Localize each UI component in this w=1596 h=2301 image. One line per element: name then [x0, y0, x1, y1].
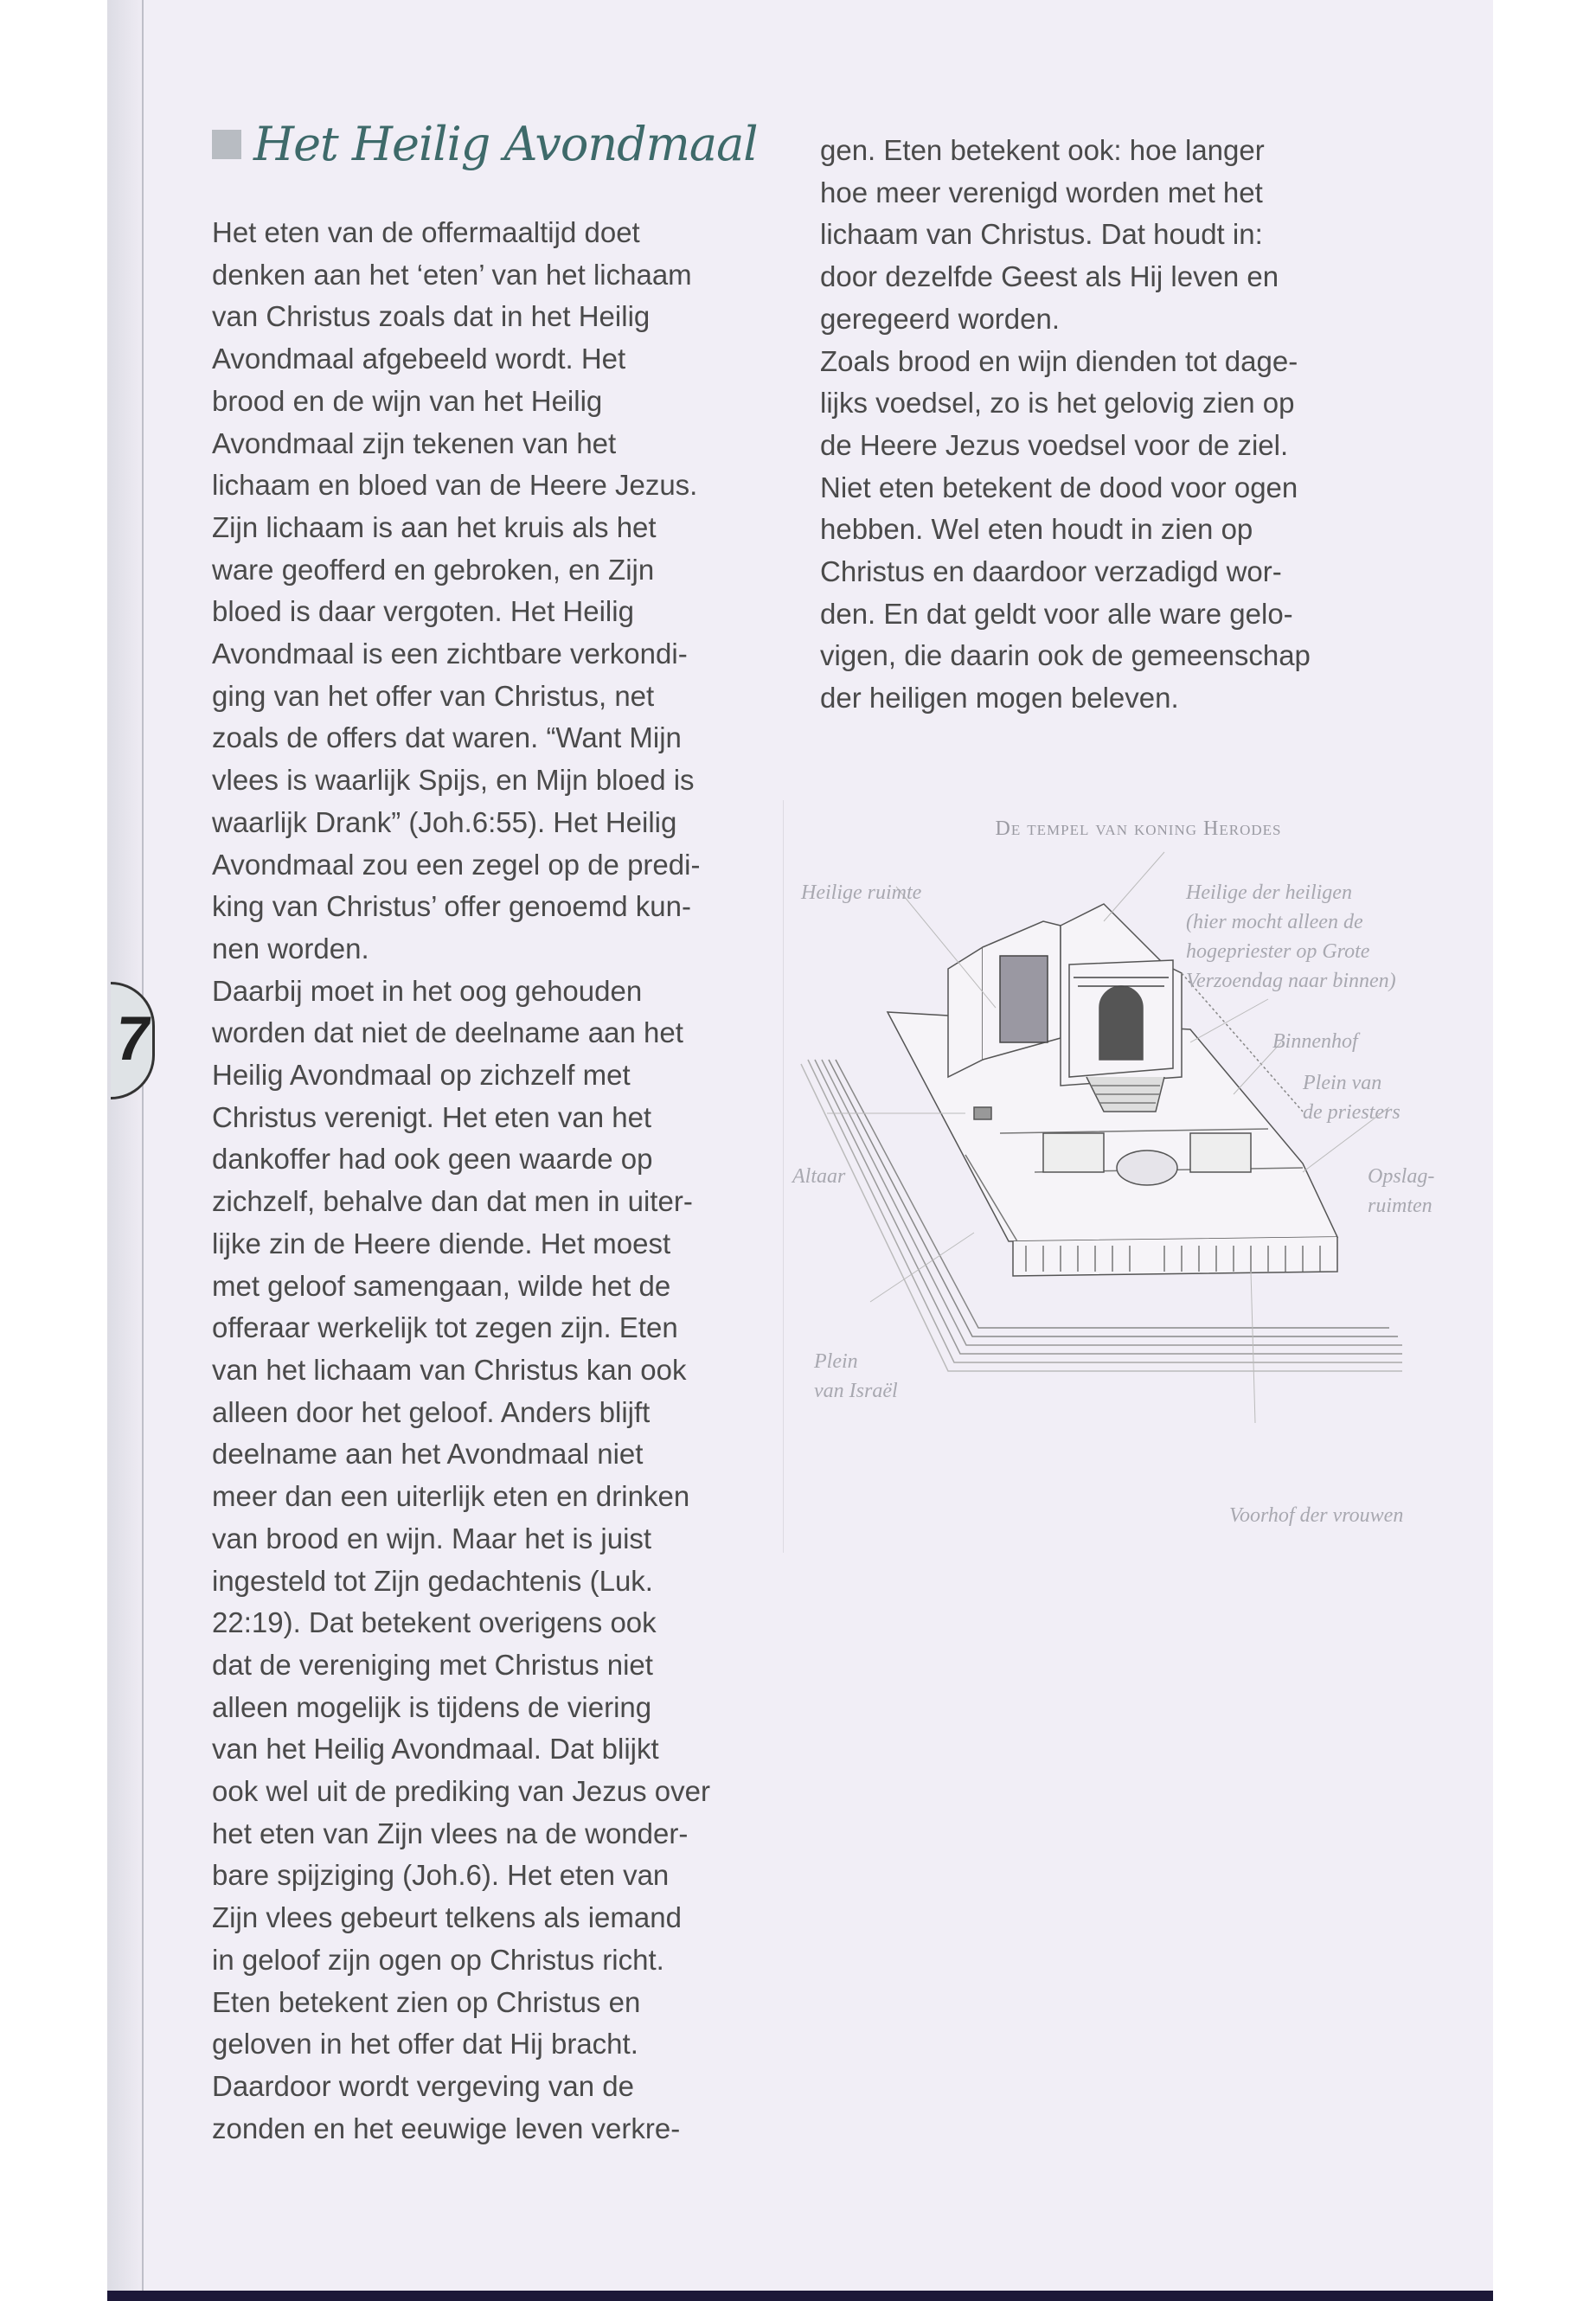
text-line: van het Heilig Avondmaal. Dat blijkt	[212, 1733, 659, 1766]
text-line: Christus verenigt. Het eten van het	[212, 1100, 652, 1133]
heading-title: Het Heilig Avondmaal	[253, 117, 758, 171]
text-line: brood en de wijn van het Heilig	[212, 384, 603, 417]
text-line: zoals de offers dat waren. “Want Mijn	[212, 721, 682, 754]
cover-edge	[107, 2291, 1493, 2301]
text-line: lichaam en bloed van de Heere Jezus.	[212, 469, 698, 502]
label-heilige-der-heiligen	[1186, 878, 1396, 996]
text-line: lijke zin de Heere diende. Het moest	[212, 1227, 671, 1259]
temple-figure	[783, 800, 1493, 1553]
label-line: Verzoendag naar binnen)	[1186, 970, 1396, 992]
text-line: de Heere Jezus voedsel voor de ziel.	[820, 428, 1289, 461]
text-line: vigen, die daarin ook de gemeenschap	[820, 639, 1311, 672]
text-line: dat de vereniging met Christus niet	[212, 1648, 653, 1681]
text-line: geregeerd worden.	[820, 302, 1061, 335]
label-altaar: Altaar	[792, 1165, 846, 1188]
text-line: bloed is daar vergoten. Het Heilig	[212, 595, 634, 628]
label-line: Opslag-	[1368, 1165, 1435, 1188]
text-line: het eten van Zijn vlees na de wonder-	[212, 1817, 689, 1849]
text-line: deelname aan het Avondmaal niet	[212, 1438, 644, 1471]
label-voorhof-vrouwen: Voorhof der vrouwen	[1229, 1504, 1404, 1527]
text-line: Avondmaal afgebeeld wordt. Het	[212, 343, 626, 375]
text-line: offeraar werkelijk tot zegen zijn. Eten	[212, 1311, 678, 1344]
text-line: alleen door het geloof. Anders blijft	[212, 1395, 651, 1428]
label-opslagruimten	[1368, 1162, 1434, 1221]
text-line: zichzelf, behalve dan dat men in uiter-	[212, 1185, 693, 1218]
text-line: van het lichaam van Christus kan ook	[212, 1353, 687, 1386]
text-line: van Christus zoals dat in het Heilig	[212, 300, 651, 333]
text-line: Daarbij moet in het oog gehouden	[212, 974, 643, 1007]
label-binnenhof: Binnenhof	[1272, 1030, 1358, 1053]
text-line: alleen mogelijk is tijdens de viering	[212, 1690, 652, 1723]
label-line: Plein van	[1303, 1072, 1382, 1094]
text-line: lijks voedsel, zo is het gelovig zien op	[820, 387, 1295, 420]
text-line: Avondmaal zou een zegel op de predi-	[212, 848, 701, 881]
text-line: 22:19). Dat betekent overigens ook	[212, 1606, 657, 1639]
text-line: hebben. Wel eten houdt in zien op	[820, 513, 1253, 546]
text-line: ook wel uit de prediking van Jezus over	[212, 1775, 710, 1808]
label-plein-israel	[814, 1347, 898, 1406]
right-column-text	[820, 130, 1311, 720]
text-line: geloven in het offer dat Hij bracht.	[212, 2028, 638, 2061]
text-line: hoe meer verenigd worden met het	[820, 176, 1263, 208]
text-line: Zoals brood en wijn dienden tot dage-	[820, 344, 1298, 377]
label-line: hogepriester op Grote	[1186, 940, 1370, 963]
text-line: gen. Eten betekent ook: hoe langer	[820, 134, 1265, 166]
text-line: Heilig Avondmaal op zichzelf met	[212, 1059, 631, 1092]
left-column-text	[212, 212, 710, 2150]
text-line: van brood en wijn. Maar het is juist	[212, 1522, 652, 1554]
text-line: nen worden.	[212, 932, 369, 965]
label-line: de priesters	[1303, 1101, 1401, 1124]
text-line: met geloof samengaan, wilde het de	[212, 1269, 671, 1302]
text-line: denken aan het ‘eten’ van het lichaam	[212, 258, 692, 291]
text-line: Eten betekent zien op Christus en	[212, 1985, 641, 2018]
text-line: in geloof zijn ogen op Christus richt.	[212, 1943, 664, 1976]
label-heilige-ruimte: Heilige ruimte	[801, 881, 922, 904]
text-line: worden dat niet de deelname aan het	[212, 1016, 683, 1049]
text-line: den. En dat geldt voor alle ware gelo-	[820, 597, 1293, 630]
text-line: king van Christus’ offer genoemd kun-	[212, 890, 691, 923]
text-line: meer dan een uiterlijk eten en drinken	[212, 1480, 690, 1513]
text-line: door dezelfde Geest als Hij leven en	[820, 260, 1279, 293]
text-line: ware geofferd en gebroken, en Zijn	[212, 553, 655, 586]
text-line: Avondmaal zijn tekenen van het	[212, 426, 617, 459]
chapter-tab-number: 7	[111, 1004, 156, 1074]
text-line: Christus en daardoor verzadigd wor-	[820, 555, 1282, 588]
heading-square-icon	[212, 130, 241, 159]
text-line: Niet eten betekent de dood voor ogen	[820, 471, 1298, 503]
text-line: ingesteld tot Zijn gedachtenis (Luk.	[212, 1564, 653, 1597]
text-line: Zijn lichaam is aan het kruis als het	[212, 510, 657, 543]
text-line: waarlijk Drank” (Joh.6:55). Het Heilig	[212, 805, 677, 838]
page-gutter	[107, 0, 144, 2292]
label-line: ruimten	[1368, 1195, 1433, 1217]
label-line: van Israël	[814, 1380, 898, 1402]
text-line: Avondmaal is een zichtbare verkondi-	[212, 638, 688, 670]
text-line: ging van het offer van Christus, net	[212, 679, 655, 712]
figure-title: De tempel van koning Herodes	[995, 817, 1282, 840]
text-line: Het eten van de offermaaltijd doet	[212, 216, 640, 248]
label-line: Plein	[814, 1350, 858, 1373]
label-line: (hier mocht alleen de	[1186, 911, 1363, 933]
label-plein-priesters	[1303, 1068, 1401, 1127]
text-line: vlees is waarlijk Spijs, en Mijn bloed is	[212, 764, 695, 797]
section-heading	[212, 117, 758, 171]
text-line: Zijn vlees gebeurt telkens als iemand	[212, 1901, 682, 1934]
text-line: dankoffer had ook geen waarde op	[212, 1143, 653, 1176]
text-line: zonden en het eeuwige leven verkre-	[212, 2112, 681, 2144]
label-line: Heilige der heiligen	[1186, 881, 1352, 904]
text-line: bare spijziging (Joh.6). Het eten van	[212, 1859, 670, 1892]
text-line: lichaam van Christus. Dat houdt in:	[820, 218, 1263, 251]
text-line: Daardoor wordt vergeving van de	[212, 2069, 634, 2102]
text-line: der heiligen mogen beleven.	[820, 682, 1179, 715]
